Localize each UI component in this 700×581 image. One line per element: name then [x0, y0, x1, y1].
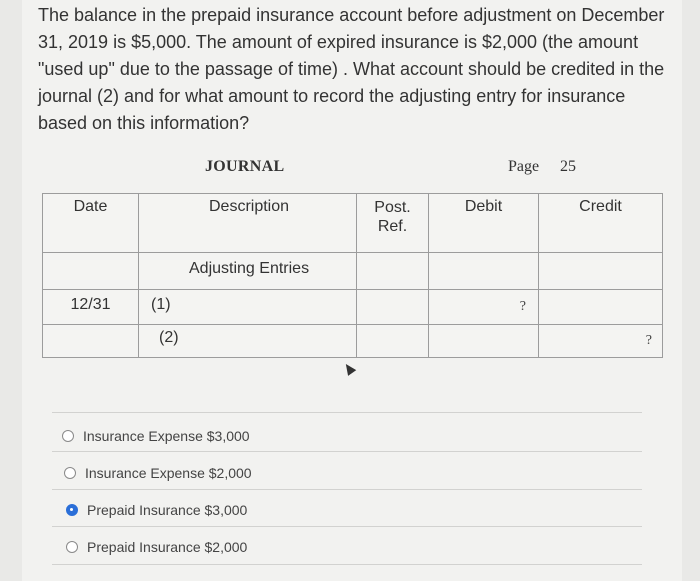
row-credit[interactable]: [539, 290, 663, 325]
divider: [52, 412, 642, 413]
journal-table: [42, 193, 663, 358]
divider: [52, 526, 642, 527]
option-1[interactable]: [62, 428, 250, 444]
option-label: Insurance Expense $2,000: [85, 465, 252, 481]
journal-header-row: [43, 194, 663, 253]
table-row: [43, 290, 663, 325]
divider: [52, 489, 642, 490]
divider: [52, 564, 642, 565]
option-label: Prepaid Insurance $2,000: [87, 539, 248, 555]
question-text: The balance in the prepaid insurance account before adjustment on December 31, 2019 is $5,000. The amount of expired insurance is $2,000 (the amount "used up" due to the passage of time) . What account should be credited in the journal (2) and for what amount to record the adjusting entry for insurance based on this information?: [38, 5, 665, 133]
header-debit: Debit: [429, 194, 539, 253]
table-row: [43, 325, 663, 358]
header-date: Date: [43, 194, 139, 253]
header-description: Description: [139, 194, 357, 253]
option-label: Insurance Expense $3,000: [83, 428, 250, 444]
row-credit[interactable]: ?: [539, 325, 663, 358]
radio-selected-icon[interactable]: [66, 504, 78, 516]
option-label: Prepaid Insurance $3,000: [87, 502, 248, 518]
row-description[interactable]: [139, 325, 357, 358]
page-number: 25: [560, 158, 576, 175]
header-post-ref: Post. Ref.: [357, 194, 429, 253]
option-4[interactable]: [66, 539, 247, 555]
row-debit[interactable]: ?: [429, 290, 539, 325]
row-date: 12/31: [43, 290, 139, 325]
divider: [52, 451, 642, 452]
header-credit: Credit: [539, 194, 663, 253]
row-post-ref[interactable]: [357, 325, 429, 358]
section-label: Adjusting Entries: [189, 260, 310, 277]
line-number: (2): [159, 329, 179, 346]
option-3[interactable]: [66, 502, 247, 518]
radio-icon[interactable]: [62, 430, 74, 442]
line-number: (1): [151, 296, 171, 313]
option-2[interactable]: [64, 465, 252, 481]
page-label: Page: [508, 158, 540, 175]
row-date: [43, 325, 139, 358]
journal-title: JOURNAL: [205, 158, 285, 175]
radio-icon[interactable]: [66, 541, 78, 553]
row-description[interactable]: [139, 290, 357, 325]
radio-icon[interactable]: [64, 467, 76, 479]
section-row: [43, 253, 663, 290]
section-label-cell: [139, 253, 357, 290]
row-post-ref[interactable]: [357, 290, 429, 325]
row-debit[interactable]: [429, 325, 539, 358]
